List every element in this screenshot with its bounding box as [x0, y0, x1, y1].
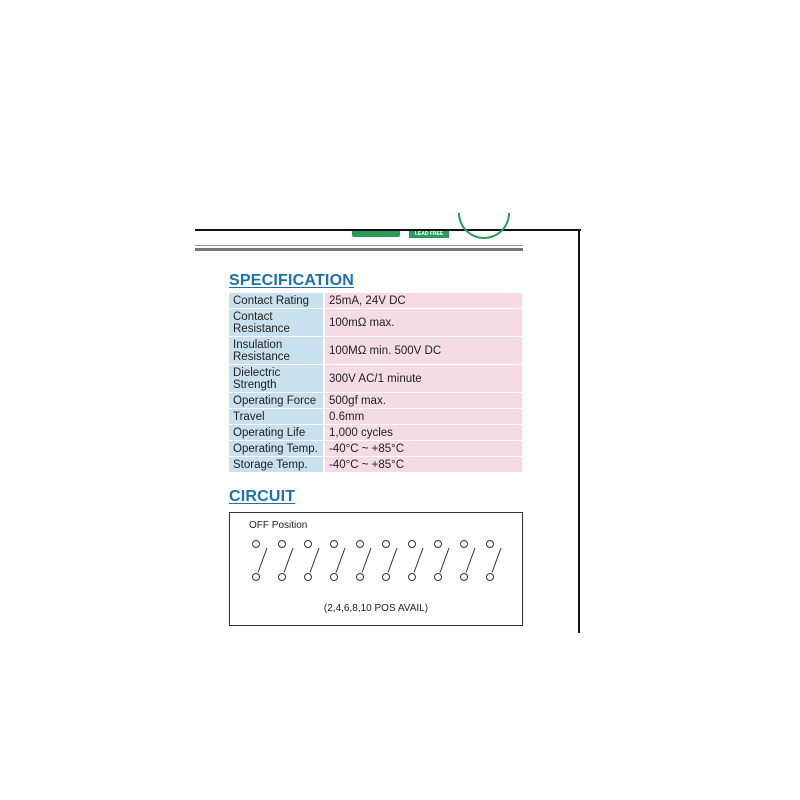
lead-free-label: LEAD FREE: [414, 231, 444, 237]
table-row: [229, 293, 522, 308]
switch-5: [357, 541, 372, 581]
switch-bottom-contact: [305, 574, 312, 581]
switch-2: [279, 541, 294, 581]
spec-key: Dielectric Strength: [229, 365, 325, 392]
switch-lever: [388, 548, 397, 573]
switch-bottom-contact: [357, 574, 364, 581]
switch-lever: [336, 548, 345, 573]
spec-key: Contact Resistance: [229, 309, 325, 336]
switch-lever: [362, 548, 371, 573]
spec-value: 500gf max.: [325, 393, 522, 408]
switch-1: [253, 541, 268, 581]
switch-lever: [310, 548, 319, 573]
specification-heading: SPECIFICATION: [229, 272, 354, 289]
spec-key: Insulation Resistance: [229, 337, 325, 364]
off-position-label: OFF Position: [249, 520, 308, 531]
positions-note: (2,4,6,8,10 POS AVAIL): [323, 603, 429, 614]
switch-bottom-contact: [409, 574, 416, 581]
switch-bottom-contact: [253, 574, 260, 581]
spec-value: 0.6mm: [325, 409, 522, 424]
switch-top-contact: [279, 541, 286, 548]
switch-bottom-contact: [279, 574, 286, 581]
switch-bottom-contact: [487, 574, 494, 581]
switch-bottom-contact: [383, 574, 390, 581]
switch-6: [383, 541, 398, 581]
header-rule-thin: [195, 245, 523, 246]
switch-top-contact: [357, 541, 364, 548]
switch-lever: [466, 548, 475, 573]
circuit-diagram: [229, 512, 523, 626]
table-row: [229, 365, 522, 392]
header-rule-thick: [195, 248, 523, 251]
switch-8: [435, 541, 450, 581]
switch-lever: [284, 548, 293, 573]
switch-bottom-contact: [435, 574, 442, 581]
spec-key: Operating Temp.: [229, 441, 325, 456]
switch-top-contact: [305, 541, 312, 548]
table-row: [229, 409, 522, 424]
switch-top-contact: [383, 541, 390, 548]
spec-value: 100mΩ max.: [325, 309, 522, 336]
spec-value: 300V AC/1 minute: [325, 365, 522, 392]
specification-table: [229, 292, 522, 473]
switch-top-contact: [253, 541, 260, 548]
switch-lever: [440, 548, 449, 573]
switch-9: [461, 541, 476, 581]
table-row: [229, 425, 522, 440]
certification-logo-icon: [458, 213, 510, 239]
spec-value: 100MΩ min. 500V DC: [325, 337, 522, 364]
circuit-heading: CIRCUIT: [229, 488, 296, 505]
switch-7: [409, 541, 424, 581]
page-border-right: [578, 229, 580, 633]
switch-10: [487, 541, 502, 581]
spec-key: Operating Life: [229, 425, 325, 440]
table-row: [229, 393, 522, 408]
table-row: [229, 309, 522, 336]
spec-value: 1,000 cycles: [325, 425, 522, 440]
table-row: [229, 457, 522, 472]
switch-top-contact: [435, 541, 442, 548]
spec-key: Operating Force: [229, 393, 325, 408]
switch-lever: [414, 548, 423, 573]
spec-value: -40°C ~ +85°C: [325, 457, 522, 472]
switch-top-contact: [487, 541, 494, 548]
switch-3: [305, 541, 320, 581]
spec-value: -40°C ~ +85°C: [325, 441, 522, 456]
spec-key: Contact Rating: [229, 293, 325, 308]
switch-lever: [492, 548, 501, 573]
spec-value: 25mA, 24V DC: [325, 293, 522, 308]
switch-top-contact: [331, 541, 338, 548]
switch-bottom-contact: [461, 574, 468, 581]
table-row: [229, 337, 522, 364]
switch-top-contact: [461, 541, 468, 548]
spec-key: Travel: [229, 409, 325, 424]
switch-4: [331, 541, 346, 581]
lead-free-badge: [409, 231, 449, 238]
switch-bottom-contact: [331, 574, 338, 581]
halogen-free-badge: [352, 231, 400, 237]
switch-lever: [258, 548, 267, 573]
switch-top-contact: [409, 541, 416, 548]
table-row: [229, 441, 522, 456]
spec-key: Storage Temp.: [229, 457, 325, 472]
